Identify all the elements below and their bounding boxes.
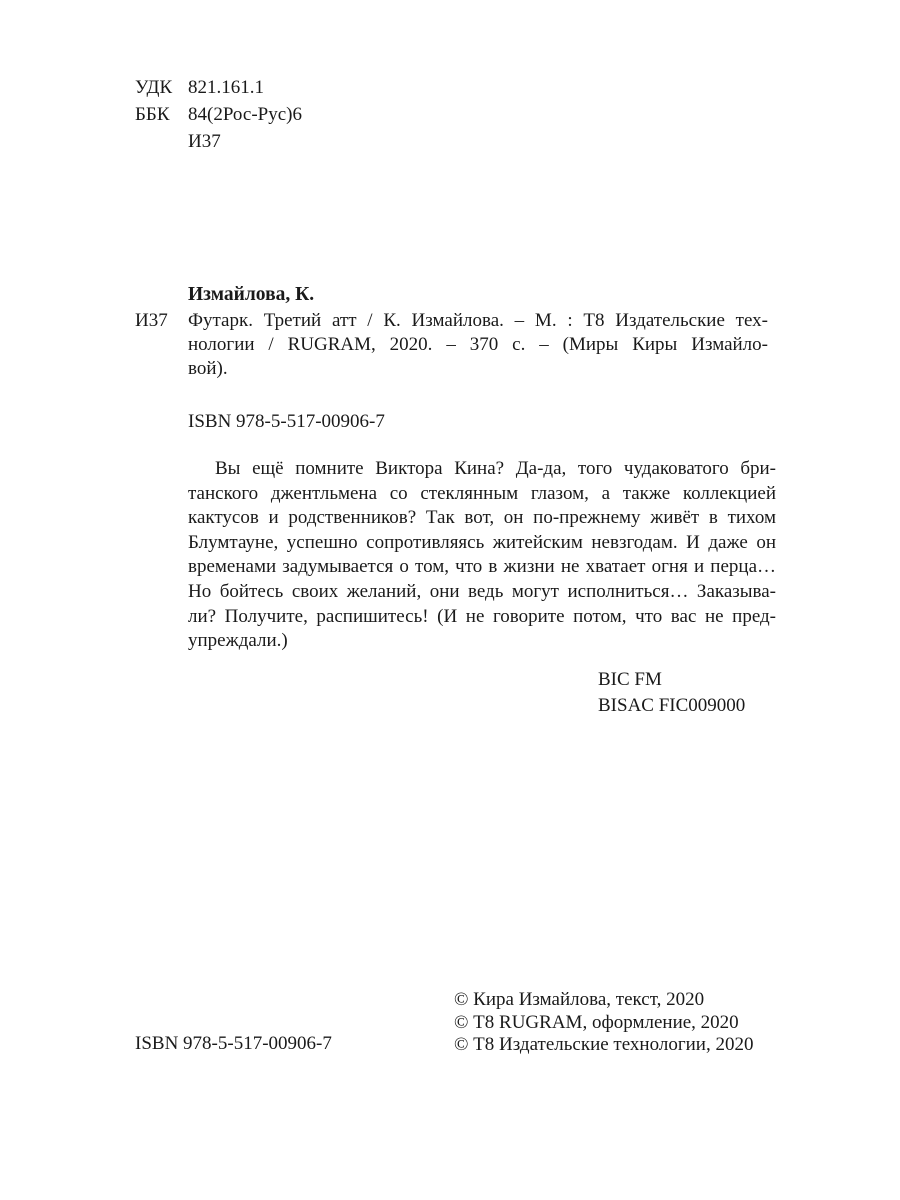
annotation-line: ли? Получите, распишитесь! (И не говорите потом, что вас не пред- bbox=[188, 605, 776, 627]
bbk-label: ББК bbox=[135, 104, 170, 125]
biblio-line: нологии / RUGRAM, 2020. – 370 с. – (Миры Киры Измайло- bbox=[188, 334, 768, 355]
annotation-line: кактусов и родственников? Так вот, он по-прежнему живёт в тихом bbox=[188, 507, 776, 529]
udk-value: 821.161.1 bbox=[188, 77, 264, 98]
copyright-publisher: © Т8 Издательские технологии, 2020 bbox=[454, 1034, 754, 1055]
annotation-line: Но бойтесь своих желаний, они ведь могут исполниться… Заказыва- bbox=[188, 580, 776, 602]
bibliographic-record bbox=[188, 309, 768, 381]
author-mark: И37 bbox=[188, 131, 221, 152]
annotation-line: танского джентльмена со стеклянным глазом, а также коллекцией bbox=[188, 482, 776, 504]
biblio-line: Футарк. Третий атт / К. Измайлова. – М. : Т8 Издательские тех- bbox=[188, 310, 768, 331]
annotation-line: Вы ещё помните Виктора Кина? Да-да, того чудаковатого бри- bbox=[215, 458, 776, 479]
bbk-value: 84(2Рос-Рус)6 bbox=[188, 104, 302, 125]
isbn: ISBN 978-5-517-00906-7 bbox=[188, 411, 385, 432]
copyright-text: © Кира Измайлова, текст, 2020 bbox=[454, 989, 705, 1010]
biblio-author-mark: И37 bbox=[135, 310, 168, 331]
biblio-line: вой). bbox=[188, 358, 228, 379]
copyright-design: © Т8 RUGRAM, оформление, 2020 bbox=[454, 1012, 739, 1033]
annotation bbox=[188, 457, 776, 654]
annotation-line: Блумтауне, успешно сопротивляясь житейским невзгодам. И даже он bbox=[188, 531, 776, 553]
isbn-bottom: ISBN 978-5-517-00906-7 bbox=[135, 1033, 332, 1054]
author-heading: Измайлова, К. bbox=[188, 284, 315, 305]
annotation-line: упреждали.) bbox=[188, 630, 288, 652]
udk-label: УДК bbox=[135, 77, 173, 98]
bic-code: BIC FM bbox=[598, 669, 662, 690]
bisac-code: BISAC FIC009000 bbox=[598, 695, 746, 716]
annotation-line: временами задумывается о том, что в жизни не хватает огня и перца… bbox=[188, 556, 776, 578]
